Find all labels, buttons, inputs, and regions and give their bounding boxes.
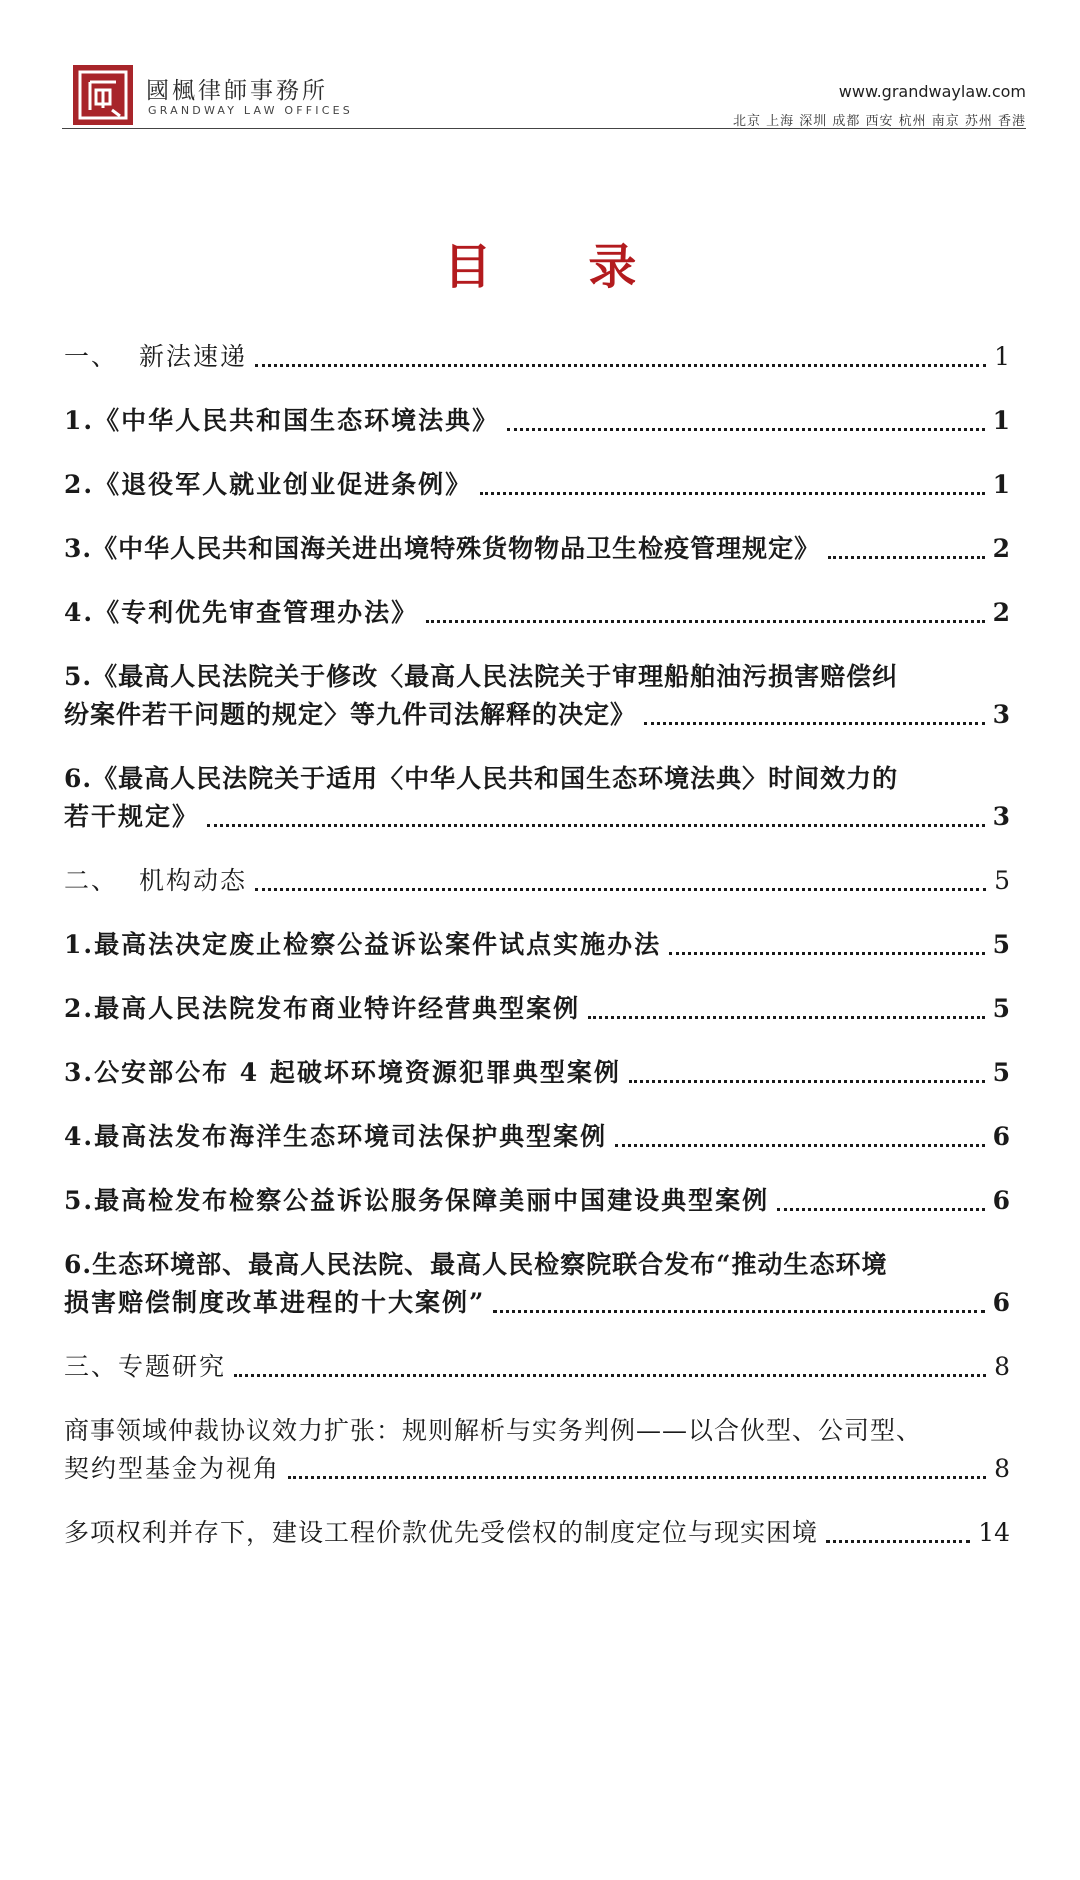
- header-rule: [62, 128, 1026, 129]
- toc-section-3[interactable]: [64, 1348, 1010, 1386]
- toc-entry[interactable]: [64, 466, 1010, 504]
- firm-name-cn: 國楓律師事務所: [146, 78, 328, 104]
- toc-entry-multiline[interactable]: [64, 1412, 1010, 1488]
- toc-entry-label: 4.《专利优先审查管理办法》: [64, 598, 419, 627]
- toc-page-number: 5: [994, 866, 1010, 895]
- dot-leader: [480, 492, 984, 495]
- dot-leader: [615, 1144, 984, 1147]
- toc-page-number: 5: [992, 994, 1010, 1023]
- toc-entry-line2: [64, 696, 1010, 734]
- dot-leader: [207, 824, 985, 827]
- section-number: 二、: [64, 866, 119, 895]
- office-cities: 北京 上海 深圳 成都 西安 杭州 南京 苏州 香港: [732, 114, 1026, 129]
- dot-leader: [588, 1016, 984, 1019]
- section-number: 一、: [64, 342, 119, 371]
- dot-leader: [629, 1080, 985, 1083]
- toc-entry-label: 若干规定》: [64, 802, 200, 831]
- toc-entry-line1: 6.《最高人民法院关于适用〈中华人民共和国生态环境法典〉时间效力的: [64, 764, 899, 793]
- toc-page-number: 8: [994, 1454, 1010, 1483]
- dot-leader: [493, 1310, 984, 1313]
- toc-section-label: [64, 338, 247, 376]
- toc-entry-label: 契约型基金为视角: [64, 1454, 281, 1483]
- toc-entry-label: 4.最高法发布海洋生态环境司法保护典型案例: [64, 1122, 608, 1151]
- toc-section-label: [64, 862, 247, 900]
- toc-entry-line1: 商事领域仲裁协议效力扩张：规则解析与实务判例——以合伙型、公司型、: [64, 1416, 923, 1445]
- dot-leader: [426, 620, 984, 623]
- dot-leader: [828, 556, 984, 559]
- toc-entry-label: 损害赔偿制度改革进程的十大案例”: [64, 1288, 486, 1317]
- dot-leader: [255, 364, 986, 367]
- toc-page-number: 5: [992, 1058, 1010, 1087]
- toc-page-number: 6: [992, 1186, 1010, 1215]
- firm-name-en: GRANDWAY LAW OFFICES: [148, 104, 353, 117]
- toc-entry[interactable]: [64, 402, 1010, 440]
- toc-page-number: 1: [992, 406, 1010, 435]
- section-title: 新法速递: [139, 342, 248, 371]
- toc-page-number: 3: [992, 700, 1010, 729]
- website-link[interactable]: www.grandwaylaw.com: [838, 82, 1026, 101]
- toc-entry-line2: [64, 1450, 1010, 1488]
- toc-page-number: 5: [992, 930, 1010, 959]
- toc-entry[interactable]: [64, 1514, 1010, 1552]
- grandway-logo-icon: [72, 64, 134, 126]
- toc-page-number: 8: [994, 1352, 1010, 1381]
- toc-page-number: 6: [992, 1122, 1010, 1151]
- section-title: 机构动态: [139, 866, 248, 895]
- toc-page-number: 2: [992, 534, 1010, 563]
- dot-leader: [644, 722, 985, 725]
- dot-leader: [777, 1208, 984, 1211]
- dot-leader: [669, 952, 984, 955]
- table-of-contents: [64, 338, 1010, 1552]
- toc-entry[interactable]: [64, 530, 1010, 568]
- toc-entry-label: 5.最高检发布检察公益诉讼服务保障美丽中国建设典型案例: [64, 1186, 770, 1215]
- toc-page-number: 14: [978, 1518, 1010, 1547]
- toc-page-number: 3: [992, 802, 1010, 831]
- toc-entry-multiline[interactable]: [64, 1246, 1010, 1322]
- dot-leader: [255, 888, 986, 891]
- toc-entry-label: 2.《退役军人就业创业促进条例》: [64, 470, 473, 499]
- page-header: [62, 52, 1026, 129]
- toc-entry-line2: [64, 798, 1010, 836]
- dot-leader: [507, 428, 984, 431]
- toc-entry[interactable]: [64, 1182, 1010, 1220]
- toc-entry-label: 3.公安部公布 4 起破坏环境资源犯罪典型案例: [64, 1058, 621, 1087]
- toc-entry[interactable]: [64, 594, 1010, 632]
- toc-entry-multiline[interactable]: [64, 658, 1010, 734]
- toc-page-number: 2: [992, 598, 1010, 627]
- toc-entry[interactable]: [64, 1118, 1010, 1156]
- toc-entry-label: 3.《中华人民共和国海关进出境特殊货物物品卫生检疫管理规定》: [64, 534, 821, 563]
- toc-entry-label: 1.最高法决定废止检察公益诉讼案件试点实施办法: [64, 930, 662, 959]
- toc-entry[interactable]: [64, 990, 1010, 1028]
- toc-entry-label: 2.最高人民法院发布商业特许经营典型案例: [64, 994, 581, 1023]
- dot-leader: [234, 1374, 986, 1377]
- toc-section-1[interactable]: [64, 338, 1010, 376]
- toc-entry-label: 纷案件若干问题的规定〉等九件司法解释的决定》: [64, 700, 637, 729]
- toc-entry-line1: 6.生态环境部、最高人民法院、最高人民检察院联合发布“推动生态环境: [64, 1250, 888, 1279]
- dot-leader: [288, 1476, 986, 1479]
- toc-page-number: 1: [994, 342, 1010, 371]
- toc-entry-label: 多项权利并存下，建设工程价款优先受偿权的制度定位与现实困境: [64, 1518, 819, 1547]
- toc-section-2[interactable]: [64, 862, 1010, 900]
- dot-leader: [826, 1540, 970, 1543]
- page-title: 目 录: [443, 239, 677, 295]
- toc-entry[interactable]: [64, 1054, 1010, 1092]
- toc-entry-line1: 5.《最高人民法院关于修改〈最高人民法院关于审理船舶油污损害赔偿纠: [64, 662, 899, 691]
- toc-entry-multiline[interactable]: [64, 760, 1010, 836]
- toc-entry-line2: [64, 1284, 1010, 1322]
- toc-entry-label: 1.《中华人民共和国生态环境法典》: [64, 406, 500, 435]
- toc-section-label: 三、专题研究: [64, 1352, 227, 1381]
- toc-page-number: 1: [992, 470, 1010, 499]
- toc-entry[interactable]: [64, 926, 1010, 964]
- toc-page-number: 6: [992, 1288, 1010, 1317]
